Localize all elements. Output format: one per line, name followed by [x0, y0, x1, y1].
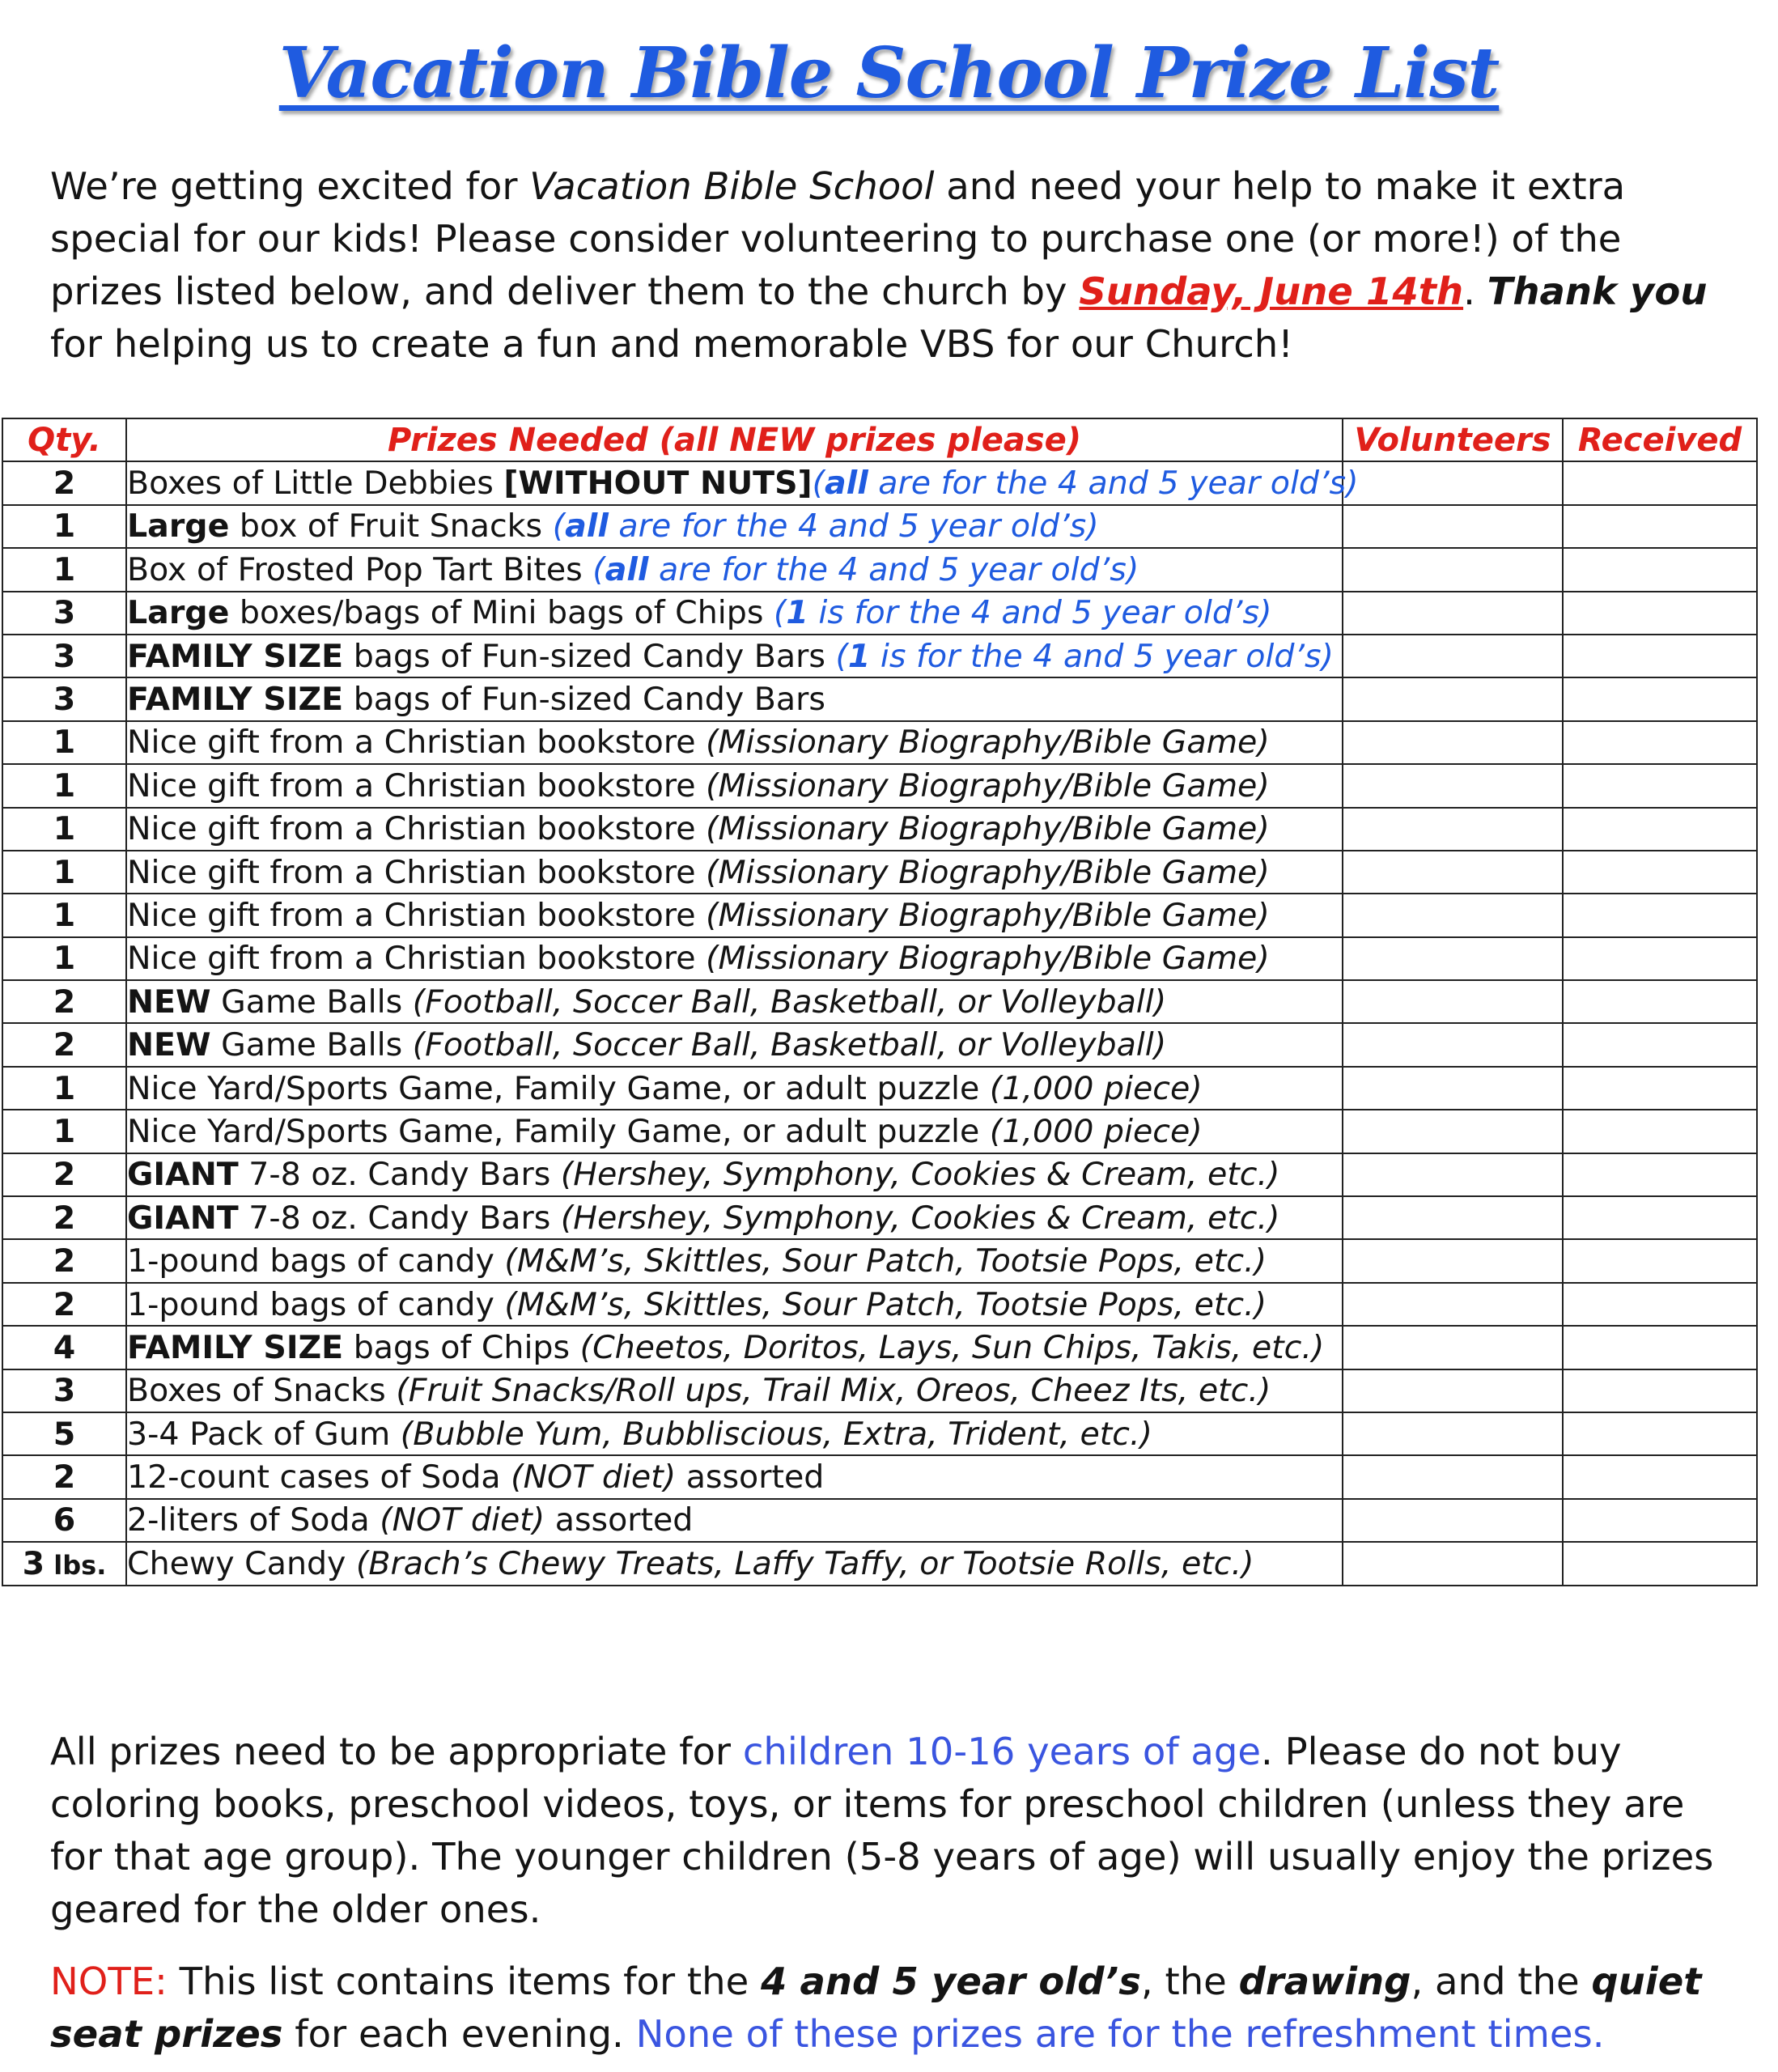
note-text-4: for each evening. — [282, 2012, 636, 2056]
prize-bold: GIANT — [127, 1199, 239, 1237]
prize-italic: (1,000 piece) — [989, 1112, 1203, 1150]
prize-text: Nice gift from a Christian bookstore — [127, 766, 707, 805]
qty-value: 2 — [53, 1199, 76, 1237]
intro-text-4: for helping us to create a fun and memorable VBS for our Church! — [50, 322, 1293, 366]
footer1-text-2: . Please do not buy coloring books, preschool videos, toys, or items for preschool children (unless they are for that age group). The younger children (5-8 years of age) will usually enjoy the prizes geared for the older ones. — [50, 1730, 1714, 1931]
note-blue: None of these prizes are for the refreshment times. — [635, 2012, 1605, 2056]
qty-value: 1 — [53, 724, 76, 762]
table-row — [2, 1455, 1757, 1498]
prize-italic: (M&M’s, Skittles, Sour Patch, Tootsie Pops, etc.) — [504, 1285, 1267, 1323]
prize-italic: (M&M’s, Skittles, Sour Patch, Tootsie Pops, etc.) — [504, 1242, 1267, 1280]
prize-text: 7-8 oz. Candy Bars — [238, 1199, 561, 1237]
prize-italic: (Missionary Biography/Bible Game) — [706, 940, 1270, 978]
qty-value: 3 — [53, 1372, 76, 1410]
prize-cell — [126, 635, 1343, 677]
prize-bold: NEW — [127, 1026, 211, 1064]
prize-bold: FAMILY SIZE — [127, 637, 344, 675]
header-prizes: Prizes Needed (all NEW prizes please) — [126, 418, 1343, 461]
qty-value: 6 — [53, 1501, 76, 1539]
note-text-2: , the — [1140, 1959, 1239, 2003]
prize-text: 2-liters of Soda — [127, 1501, 380, 1539]
qty-value: 2 — [53, 1285, 76, 1323]
qty-value: 2 — [53, 1026, 76, 1064]
qty-value: 1 — [53, 853, 76, 891]
prize-bold-after: [WITHOUT NUTS] — [503, 465, 813, 503]
prize-text: bags of Fun-sized Candy Bars — [343, 681, 825, 719]
table-row — [2, 1110, 1757, 1153]
prize-text: 1-pound bags of candy — [127, 1285, 505, 1323]
prize-tail: assorted — [545, 1501, 694, 1539]
qty-value: 1 — [53, 507, 76, 546]
table-row — [2, 1153, 1757, 1196]
note-text-3: , and the — [1411, 1959, 1592, 2003]
table-row — [2, 1067, 1757, 1110]
prize-bold: GIANT — [127, 1156, 239, 1194]
prize-text: bags of Chips — [343, 1328, 580, 1366]
prize-bold: Large — [127, 594, 230, 632]
prize-italic: (Cheetos, Doritos, Lays, Sun Chips, Takis, etc.) — [579, 1328, 1325, 1366]
table-header-row — [2, 418, 1757, 461]
prize-italic: (Bubble Yum, Bubbliscious, Extra, Trident, etc.) — [400, 1415, 1152, 1453]
prize-cell — [126, 894, 1343, 936]
prize-table — [2, 418, 1758, 1586]
prize-cell — [126, 461, 1359, 504]
prize-cell — [126, 1499, 1343, 1542]
table-row — [2, 1499, 1757, 1542]
volunteer-cell[interactable] — [1343, 1412, 1563, 1455]
footer1-age: children 10-16 years of age — [742, 1730, 1262, 1773]
prize-cell — [126, 937, 1343, 980]
prize-italic: (Hershey, Symphony, Cookies & Cream, etc.) — [560, 1199, 1280, 1237]
qty-value: 3 — [22, 1544, 45, 1582]
qty-value: 2 — [53, 1242, 76, 1280]
note-text-1: This list contains items for the — [167, 1959, 761, 2003]
age-note-open: ( — [773, 594, 787, 632]
volunteer-cell[interactable] — [1343, 1542, 1563, 1585]
prize-text: box of Fruit Snacks — [229, 507, 553, 546]
age-note-text: is for the 4 and 5 year old’s — [870, 637, 1322, 675]
age-note-close: ) — [1086, 507, 1099, 546]
prize-text: boxes/bags of Mini bags of Chips — [229, 594, 774, 632]
qty-cell — [2, 1326, 126, 1369]
table-row — [2, 592, 1757, 635]
received-cell[interactable] — [1563, 894, 1757, 936]
qty-value: 1 — [53, 810, 76, 848]
volunteer-cell[interactable] — [1343, 764, 1563, 807]
prize-rows — [2, 461, 1757, 1585]
age-note-open: ( — [552, 507, 566, 546]
received-cell[interactable] — [1563, 721, 1757, 764]
volunteer-cell[interactable] — [1343, 1110, 1563, 1153]
prize-cell — [126, 1153, 1343, 1196]
received-cell[interactable] — [1563, 548, 1757, 591]
received-cell[interactable] — [1563, 937, 1757, 980]
prize-italic: (Missionary Biography/Bible Game) — [706, 724, 1270, 762]
qty-cell — [2, 721, 126, 764]
received-cell[interactable] — [1563, 677, 1757, 720]
prize-tail: assorted — [676, 1458, 825, 1497]
prize-text: Nice Yard/Sports Game, Family Game, or adult puzzle — [127, 1069, 990, 1107]
received-cell[interactable] — [1563, 635, 1757, 677]
qty-cell — [2, 1196, 126, 1239]
prize-text: Nice gift from a Christian bookstore — [127, 724, 707, 762]
prize-italic: (Hershey, Symphony, Cookies & Cream, etc.) — [560, 1156, 1280, 1194]
prize-text: Box of Frosted Pop Tart Bites — [127, 550, 593, 588]
age-note — [553, 507, 1099, 545]
received-cell[interactable] — [1563, 1412, 1757, 1455]
prize-cell — [126, 1239, 1343, 1282]
note-label: NOTE: — [50, 1959, 168, 2003]
qty-value: 1 — [53, 896, 76, 934]
age-note — [774, 594, 1272, 631]
age-note — [813, 465, 1359, 502]
prize-cell — [126, 1023, 1343, 1066]
received-cell[interactable] — [1563, 1023, 1757, 1066]
prize-cell — [126, 1067, 1343, 1110]
age-note-bold: all — [605, 550, 649, 588]
table-row — [2, 808, 1757, 851]
age-note-open: ( — [592, 550, 605, 588]
qty-value: 3 — [53, 594, 76, 632]
intro-text-1: We’re getting excited for — [50, 164, 530, 208]
volunteer-cell[interactable] — [1343, 505, 1563, 548]
qty-value: 2 — [53, 1156, 76, 1194]
note-bold-3: quiet seat prizes — [50, 1959, 1702, 2056]
qty-cell — [2, 592, 126, 635]
qty-cell — [2, 1499, 126, 1542]
prize-cell — [126, 1110, 1343, 1153]
volunteer-cell[interactable] — [1343, 721, 1563, 764]
prize-cell — [126, 1283, 1343, 1326]
table-row — [2, 1239, 1757, 1282]
volunteer-cell[interactable] — [1343, 851, 1563, 894]
age-note — [592, 551, 1139, 588]
received-cell[interactable] — [1563, 1153, 1757, 1196]
prize-cell — [126, 1412, 1343, 1455]
prize-cell — [126, 548, 1343, 591]
qty-value: 2 — [53, 983, 76, 1021]
prize-bold: FAMILY SIZE — [127, 681, 344, 719]
age-note-text: are for the 4 and 5 year old’s — [608, 507, 1087, 546]
intro-paragraph — [50, 160, 1733, 371]
age-note-close: ) — [1346, 465, 1359, 503]
note-bold-1: 4 and 5 year old’s — [761, 1959, 1141, 2003]
prize-text: Nice gift from a Christian bookstore — [127, 810, 707, 848]
prize-italic: (NOT diet) — [380, 1501, 545, 1539]
prize-bold: NEW — [127, 983, 211, 1021]
prize-text: 1-pound bags of candy — [127, 1242, 505, 1280]
received-cell[interactable] — [1563, 1196, 1757, 1239]
age-note-bold: 1 — [786, 594, 808, 632]
table-row — [2, 635, 1757, 677]
age-note-text: is for the 4 and 5 year old’s — [808, 594, 1260, 632]
qty-cell — [2, 1023, 126, 1066]
header-volunteers: Volunteers — [1343, 418, 1563, 461]
prize-text: Nice Yard/Sports Game, Family Game, or adult puzzle — [127, 1112, 990, 1150]
received-cell[interactable] — [1563, 592, 1757, 635]
qty-cell — [2, 1239, 126, 1282]
qty-value: 2 — [53, 465, 76, 503]
received-cell[interactable] — [1563, 1542, 1757, 1585]
age-note-bold: all — [825, 465, 868, 503]
volunteer-cell[interactable] — [1343, 461, 1563, 504]
prize-italic: (Missionary Biography/Bible Game) — [706, 766, 1270, 805]
table-row — [2, 1369, 1757, 1412]
age-guidance-paragraph — [50, 1726, 1733, 1936]
table-row — [2, 1412, 1757, 1455]
qty-cell — [2, 894, 126, 936]
qty-value: 1 — [53, 1112, 76, 1150]
qty-value: 3 — [53, 637, 76, 675]
prize-italic: (Missionary Biography/Bible Game) — [706, 853, 1270, 891]
volunteer-cell[interactable] — [1343, 548, 1563, 591]
qty-cell — [2, 505, 126, 548]
prize-italic: (Fruit Snacks/Roll ups, Trail Mix, Oreos, Cheez Its, etc.) — [396, 1372, 1271, 1410]
age-note-text: are for the 4 and 5 year old’s — [648, 550, 1127, 588]
table-row — [2, 721, 1757, 764]
intro-text-2: and need your help to make it extra special for our kids! Please consider volunteering to purchase one (or more!) of the prizes listed below, and deliver them to the church by — [50, 164, 1626, 313]
qty-cell — [2, 1110, 126, 1153]
qty-cell — [2, 1542, 126, 1585]
qty-value: 2 — [53, 1458, 76, 1497]
qty-cell — [2, 1412, 126, 1455]
qty-value: 1 — [53, 550, 76, 588]
prize-cell — [126, 851, 1343, 894]
table-row — [2, 1023, 1757, 1066]
received-cell[interactable] — [1563, 461, 1757, 504]
qty-cell — [2, 677, 126, 720]
age-note-close: ) — [1259, 594, 1272, 632]
qty-cell — [2, 808, 126, 851]
received-cell[interactable] — [1563, 1326, 1757, 1369]
prize-italic: (Brach’s Chewy Treats, Laffy Taffy, or Tootsie Rolls, etc.) — [355, 1544, 1254, 1582]
prize-cell — [126, 1326, 1343, 1369]
qty-value: 4 — [53, 1328, 76, 1366]
volunteer-cell[interactable] — [1343, 980, 1563, 1023]
prize-cell — [126, 980, 1343, 1023]
qty-cell — [2, 764, 126, 807]
intro-text-3: . — [1463, 270, 1487, 313]
qty-cell — [2, 1369, 126, 1412]
qty-cell — [2, 461, 126, 504]
volunteer-cell[interactable] — [1343, 1067, 1563, 1110]
prize-text: Game Balls — [210, 983, 413, 1021]
table-row — [2, 980, 1757, 1023]
prize-italic: (1,000 piece) — [989, 1069, 1203, 1107]
age-note-bold: 1 — [847, 637, 871, 675]
received-cell[interactable] — [1563, 1369, 1757, 1412]
received-cell[interactable] — [1563, 764, 1757, 807]
prize-text: 3-4 Pack of Gum — [127, 1415, 401, 1453]
prize-cell — [126, 677, 1343, 720]
volunteer-cell[interactable] — [1343, 1369, 1563, 1412]
volunteer-cell[interactable] — [1343, 677, 1563, 720]
volunteer-cell[interactable] — [1343, 1283, 1563, 1326]
volunteer-cell[interactable] — [1343, 937, 1563, 980]
prize-text: Nice gift from a Christian bookstore — [127, 940, 707, 978]
received-cell[interactable] — [1563, 505, 1757, 548]
prize-bold: Large — [127, 507, 230, 546]
header-qty: Qty. — [2, 418, 126, 461]
prize-text: bags of Fun-sized Candy Bars — [343, 637, 836, 675]
table-row — [2, 764, 1757, 807]
volunteer-cell[interactable] — [1343, 1023, 1563, 1066]
volunteer-cell[interactable] — [1343, 1239, 1563, 1282]
volunteer-cell[interactable] — [1343, 894, 1563, 936]
volunteer-cell[interactable] — [1343, 592, 1563, 635]
intro-thanks: Thank you — [1487, 270, 1708, 313]
prize-italic: (Missionary Biography/Bible Game) — [706, 810, 1270, 848]
age-note-bold: all — [565, 507, 609, 546]
volunteer-cell[interactable] — [1343, 1153, 1563, 1196]
qty-cell — [2, 851, 126, 894]
prize-cell — [126, 1196, 1343, 1239]
age-note-open: ( — [835, 637, 848, 675]
qty-value: 3 — [53, 681, 76, 719]
qty-cell — [2, 635, 126, 677]
table-row — [2, 505, 1757, 548]
prize-cell — [126, 764, 1343, 807]
volunteer-cell[interactable] — [1343, 1196, 1563, 1239]
prize-cell — [126, 1455, 1343, 1498]
table-row — [2, 1196, 1757, 1239]
prize-text: Nice gift from a Christian bookstore — [127, 853, 707, 891]
prize-cell — [126, 505, 1343, 548]
qty-cell — [2, 548, 126, 591]
qty-value: 5 — [53, 1415, 76, 1453]
prize-text: Boxes of Little Debbies — [127, 465, 504, 503]
qty-cell — [2, 1283, 126, 1326]
volunteer-cell[interactable] — [1343, 635, 1563, 677]
prize-italic: (NOT diet) — [511, 1458, 677, 1497]
prize-italic: (Football, Soccer Ball, Basketball, or Volleyball) — [412, 983, 1167, 1021]
table-row — [2, 937, 1757, 980]
qty-cell — [2, 1455, 126, 1498]
footer1-text-1: All prizes need to be appropriate for — [50, 1730, 743, 1773]
table-row — [2, 677, 1757, 720]
qty-cell — [2, 980, 126, 1023]
age-note-close: ) — [1321, 637, 1334, 675]
note-paragraph — [50, 1955, 1733, 2061]
prize-text: Chewy Candy — [127, 1544, 356, 1582]
header-received: Received — [1563, 418, 1757, 461]
received-cell[interactable] — [1563, 1067, 1757, 1110]
qty-value: 1 — [53, 1069, 76, 1107]
received-cell[interactable] — [1563, 1239, 1757, 1282]
volunteer-cell[interactable] — [1343, 1499, 1563, 1542]
prize-cell — [126, 1369, 1343, 1412]
page-title: Vacation Bible School Prize List — [278, 32, 1500, 114]
note-bold-2: drawing — [1238, 1959, 1411, 2003]
volunteer-cell[interactable] — [1343, 1455, 1563, 1498]
prize-cell — [126, 721, 1343, 764]
deadline-date: Sunday, June 14th — [1079, 270, 1464, 313]
received-cell[interactable] — [1563, 1283, 1757, 1326]
table-row — [2, 548, 1757, 591]
prize-bold: FAMILY SIZE — [127, 1328, 344, 1366]
qty-value: 1 — [53, 940, 76, 978]
prize-italic: (Missionary Biography/Bible Game) — [706, 896, 1270, 934]
age-note-text: are for the 4 and 5 year old’s — [868, 465, 1347, 503]
qty-cell — [2, 1153, 126, 1196]
received-cell[interactable] — [1563, 1455, 1757, 1498]
age-note-open: ( — [812, 465, 825, 503]
prize-text: Game Balls — [210, 1026, 413, 1064]
received-cell[interactable] — [1563, 851, 1757, 894]
qty-value: 1 — [53, 766, 76, 805]
prize-cell — [126, 808, 1343, 851]
intro-vbs: Vacation Bible School — [529, 164, 935, 208]
table-row — [2, 1326, 1757, 1369]
table-row — [2, 1283, 1757, 1326]
qty-cell — [2, 1067, 126, 1110]
received-cell[interactable] — [1563, 1110, 1757, 1153]
qty-cell — [2, 937, 126, 980]
prize-cell — [126, 1542, 1343, 1585]
table-row — [2, 1542, 1757, 1585]
prize-text: Boxes of Snacks — [127, 1372, 397, 1410]
volunteer-cell[interactable] — [1343, 808, 1563, 851]
prize-italic: (Football, Soccer Ball, Basketball, or Volleyball) — [412, 1026, 1167, 1064]
table-row — [2, 461, 1757, 504]
prize-text: Nice gift from a Christian bookstore — [127, 896, 707, 934]
prize-text: 7-8 oz. Candy Bars — [238, 1156, 561, 1194]
received-cell[interactable] — [1563, 808, 1757, 851]
qty-unit: lbs. — [45, 1549, 107, 1581]
received-cell[interactable] — [1563, 1499, 1757, 1542]
volunteer-cell[interactable] — [1343, 1326, 1563, 1369]
age-note-close: ) — [1126, 550, 1139, 588]
table-row — [2, 851, 1757, 894]
prize-text: 12-count cases of Soda — [127, 1458, 511, 1497]
received-cell[interactable] — [1563, 980, 1757, 1023]
table-row — [2, 894, 1757, 936]
age-note — [835, 638, 1334, 675]
prize-cell — [126, 592, 1343, 635]
